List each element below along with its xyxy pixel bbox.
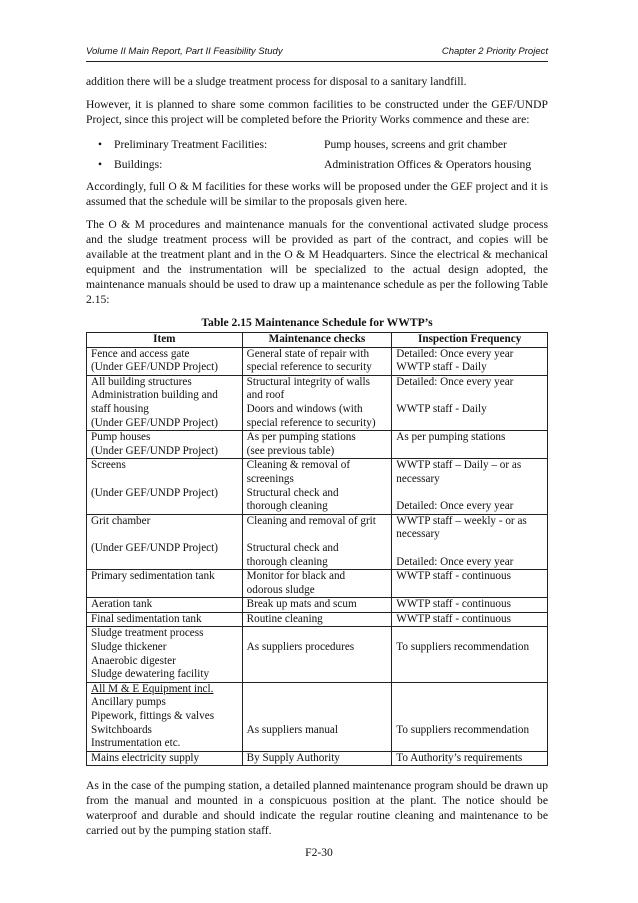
cell-line: special reference to security	[246, 361, 372, 374]
cell-checks	[242, 431, 392, 459]
header-chapter-title: Chapter 2 Priority Project	[441, 46, 548, 57]
cell-line: Ancillary pumps	[91, 696, 166, 709]
cell-line: Sludge thickener	[91, 641, 167, 654]
cell-line: Structural integrity of walls	[246, 375, 371, 388]
cell-line: Break up mats and scum	[246, 598, 357, 611]
bullet-label: Buildings:	[114, 158, 163, 171]
cell-line	[247, 683, 388, 697]
cell-item	[87, 431, 243, 459]
cell-line: All building structures	[91, 375, 192, 388]
cell-line: To Authority’s requirements	[396, 751, 523, 764]
cell-line	[396, 655, 543, 669]
table-row	[87, 612, 548, 627]
cell-line: thorough cleaning	[246, 555, 328, 568]
cell-checks	[242, 570, 392, 598]
paragraph: Accordingly, full O & M facilities for these works will be proposed under the GEF project and it is assumed that the schedule will be similar to the proposals given here.	[86, 180, 548, 208]
paragraph: addition there will be a sludge treatment process for disposal to a sanitary landfill.	[86, 75, 467, 88]
cell-line: Grit chamber	[91, 514, 151, 527]
bullet-value: Administration Offices & Operators housing	[324, 158, 532, 171]
cell-line	[247, 655, 388, 669]
cell-line	[247, 528, 388, 542]
table-row	[87, 682, 548, 751]
cell-item	[87, 459, 243, 514]
maintenance-schedule-table	[86, 332, 548, 766]
cell-checks	[242, 612, 392, 627]
bullet-value: Pump houses, screens and grit chamber	[324, 138, 507, 151]
cell-frequency	[392, 570, 548, 598]
cell-line: Switchboards	[91, 723, 152, 736]
paragraph: However, it is planned to share some common facilities to be constructed under the GEF/UNDP Project, since this project will be completed before the Priority Works commence and these are:	[86, 98, 548, 126]
cell-line	[247, 668, 388, 682]
cell-line: (Under GEF/UNDP Project)	[91, 416, 218, 429]
cell-line: Anaerobic digester	[91, 654, 176, 667]
table-row	[87, 598, 548, 613]
cell-checks	[242, 347, 392, 375]
cell-checks	[242, 375, 392, 430]
document-body	[86, 74, 548, 846]
cell-line: WWTP staff - continuous	[396, 612, 511, 625]
cell-line: To suppliers recommendation	[396, 723, 530, 736]
cell-line: (Under GEF/UNDP Project)	[91, 486, 218, 499]
cell-line: necessary	[396, 528, 440, 541]
cell-line	[396, 417, 543, 431]
cell-item	[87, 627, 243, 682]
bullet-icon: •	[98, 158, 103, 171]
table-body	[87, 347, 548, 766]
cell-line: Routine cleaning	[246, 612, 323, 625]
cell-line: Cleaning & removal of	[246, 459, 351, 472]
cell-line: As per pumping stations	[396, 431, 506, 444]
cell-line: Pump houses	[91, 431, 151, 444]
page-header	[86, 46, 548, 62]
cell-checks	[242, 751, 392, 766]
table-row	[87, 375, 548, 430]
cell-item	[87, 612, 243, 627]
cell-frequency	[392, 514, 548, 569]
cell-line: Detailed: Once every year	[396, 555, 514, 568]
cell-item	[87, 375, 243, 430]
cell-line: Mains electricity supply	[91, 751, 200, 764]
cell-line	[396, 710, 543, 724]
cell-line: Primary sedimentation tank	[91, 570, 215, 583]
cell-line	[396, 696, 543, 710]
cell-line: (Under GEF/UNDP Project)	[91, 541, 218, 554]
cell-line: (Under GEF/UNDP Project)	[91, 444, 218, 457]
cell-item	[87, 598, 243, 613]
cell-line	[396, 445, 543, 459]
cell-line: WWTP staff – weekly - or as	[396, 514, 527, 527]
cell-line	[396, 683, 543, 697]
cell-checks	[242, 627, 392, 682]
table-row	[87, 431, 548, 459]
cell-line	[91, 584, 238, 598]
cell-frequency	[392, 347, 548, 375]
cell-line	[247, 627, 388, 641]
cell-line: As suppliers manual	[246, 723, 339, 736]
column-header-checks: Maintenance checks	[242, 333, 392, 348]
cell-line: WWTP staff - Daily	[396, 361, 487, 374]
cell-item	[87, 514, 243, 569]
cell-line: Sludge treatment process	[91, 627, 204, 640]
cell-frequency	[392, 612, 548, 627]
bullet-label: Preliminary Treatment Facilities:	[114, 138, 268, 151]
cell-line: necessary	[396, 472, 440, 485]
table-row	[87, 459, 548, 514]
cell-line	[396, 389, 543, 403]
cell-line	[91, 500, 238, 514]
cell-line: Sludge dewatering facility	[91, 668, 210, 681]
cell-line: special reference to security)	[246, 416, 376, 429]
cell-line: WWTP staff - continuous	[396, 570, 511, 583]
header-volume-title: Volume II Main Report, Part II Feasibility Study	[86, 46, 283, 57]
cell-line: All M & E Equipment incl.	[91, 682, 214, 695]
page-number: F2-30	[305, 846, 333, 859]
cell-line	[247, 737, 388, 751]
cell-line: As per pumping stations	[246, 431, 356, 444]
cell-line	[247, 710, 388, 724]
bullet-icon: •	[98, 138, 103, 151]
cell-line: WWTP staff – Daily – or as	[396, 459, 522, 472]
bullet-item	[86, 155, 548, 175]
cell-checks	[242, 459, 392, 514]
cell-line: WWTP staff - continuous	[396, 598, 511, 611]
cell-line: Detailed: Once every year	[396, 500, 514, 513]
cell-line: General state of repair with	[246, 347, 370, 360]
cell-line: Monitor for black and	[246, 570, 346, 583]
cell-line: Doors and windows (with	[246, 402, 363, 415]
cell-frequency	[392, 431, 548, 459]
cell-frequency	[392, 627, 548, 682]
cell-line: staff housing	[91, 402, 149, 415]
cell-line: Cleaning and removal of grit	[246, 514, 376, 527]
cell-line: WWTP staff - Daily	[396, 402, 487, 415]
bullet-item	[86, 135, 548, 155]
table-row	[87, 570, 548, 598]
cell-line: Instrumentation etc.	[91, 737, 181, 750]
cell-item	[87, 751, 243, 766]
cell-line	[396, 627, 543, 641]
cell-line	[247, 696, 388, 710]
cell-item	[87, 347, 243, 375]
cell-line: Pipework, fittings & valves	[91, 710, 215, 723]
cell-line	[91, 473, 238, 487]
cell-line: Detailed: Once every year	[396, 375, 514, 388]
cell-line: As suppliers procedures	[246, 641, 355, 654]
cell-line: Detailed: Once every year	[396, 347, 514, 360]
table-row	[87, 514, 548, 569]
cell-line: Aeration tank	[91, 598, 153, 611]
cell-line: Screens	[91, 459, 126, 472]
cell-frequency	[392, 375, 548, 430]
column-header-frequency: Inspection Frequency	[392, 333, 548, 348]
cell-line	[396, 542, 543, 556]
cell-item	[87, 682, 243, 751]
paragraph: As in the case of the pumping station, a detailed planned maintenance program should be drawn up from the manual and mounted in a conspicuous position at the plant. The notice should be waterproof and durable and should indicate the regular routine cleaning and maintenance to be carried out by the pumping station staff.	[86, 779, 548, 838]
cell-line: Final sedimentation tank	[91, 612, 202, 625]
cell-checks	[242, 598, 392, 613]
cell-line	[396, 737, 543, 751]
table-header-row	[87, 333, 548, 348]
cell-line: Fence and access gate	[91, 347, 190, 360]
cell-line: screenings	[246, 472, 294, 485]
cell-line	[91, 556, 238, 570]
paragraph: The O & M procedures and maintenance manuals for the conventional activated sludge process and the sludge treatment process will be provided as part of the contract, and copies will be available at the treatment plant and in the O & M Headquarters. Since the electrical & mechanical equipment and the instrumentation will be specialized to the actual design adopted, the maintenance manuals should be used to draw up a maintenance schedule as per the following Table 2.15:	[86, 218, 548, 306]
bullet-list	[86, 135, 548, 175]
cell-line: By Supply Authority	[246, 751, 340, 764]
cell-frequency	[392, 598, 548, 613]
table-caption: Table 2.15 Maintenance Schedule for WWTP’s	[201, 316, 433, 329]
cell-line: Structural check and	[246, 541, 339, 554]
cell-frequency	[392, 682, 548, 751]
cell-line: Administration building and	[91, 389, 218, 402]
cell-line	[91, 528, 238, 542]
cell-line: and roof	[246, 389, 285, 402]
table-row	[87, 627, 548, 682]
cell-line	[396, 487, 543, 501]
cell-line	[396, 668, 543, 682]
cell-line: Structural check and	[246, 486, 339, 499]
cell-checks	[242, 514, 392, 569]
cell-line: (Under GEF/UNDP Project)	[91, 361, 218, 374]
column-header-item: Item	[87, 333, 243, 348]
cell-frequency	[392, 751, 548, 766]
cell-frequency	[392, 459, 548, 514]
table-row	[87, 751, 548, 766]
cell-line	[396, 584, 543, 598]
cell-line: To suppliers recommendation	[396, 641, 530, 654]
cell-line: odorous sludge	[246, 583, 315, 596]
cell-checks	[242, 682, 392, 751]
cell-line: (see previous table)	[246, 444, 335, 457]
table-row	[87, 347, 548, 375]
cell-line: thorough cleaning	[246, 500, 328, 513]
cell-item	[87, 570, 243, 598]
